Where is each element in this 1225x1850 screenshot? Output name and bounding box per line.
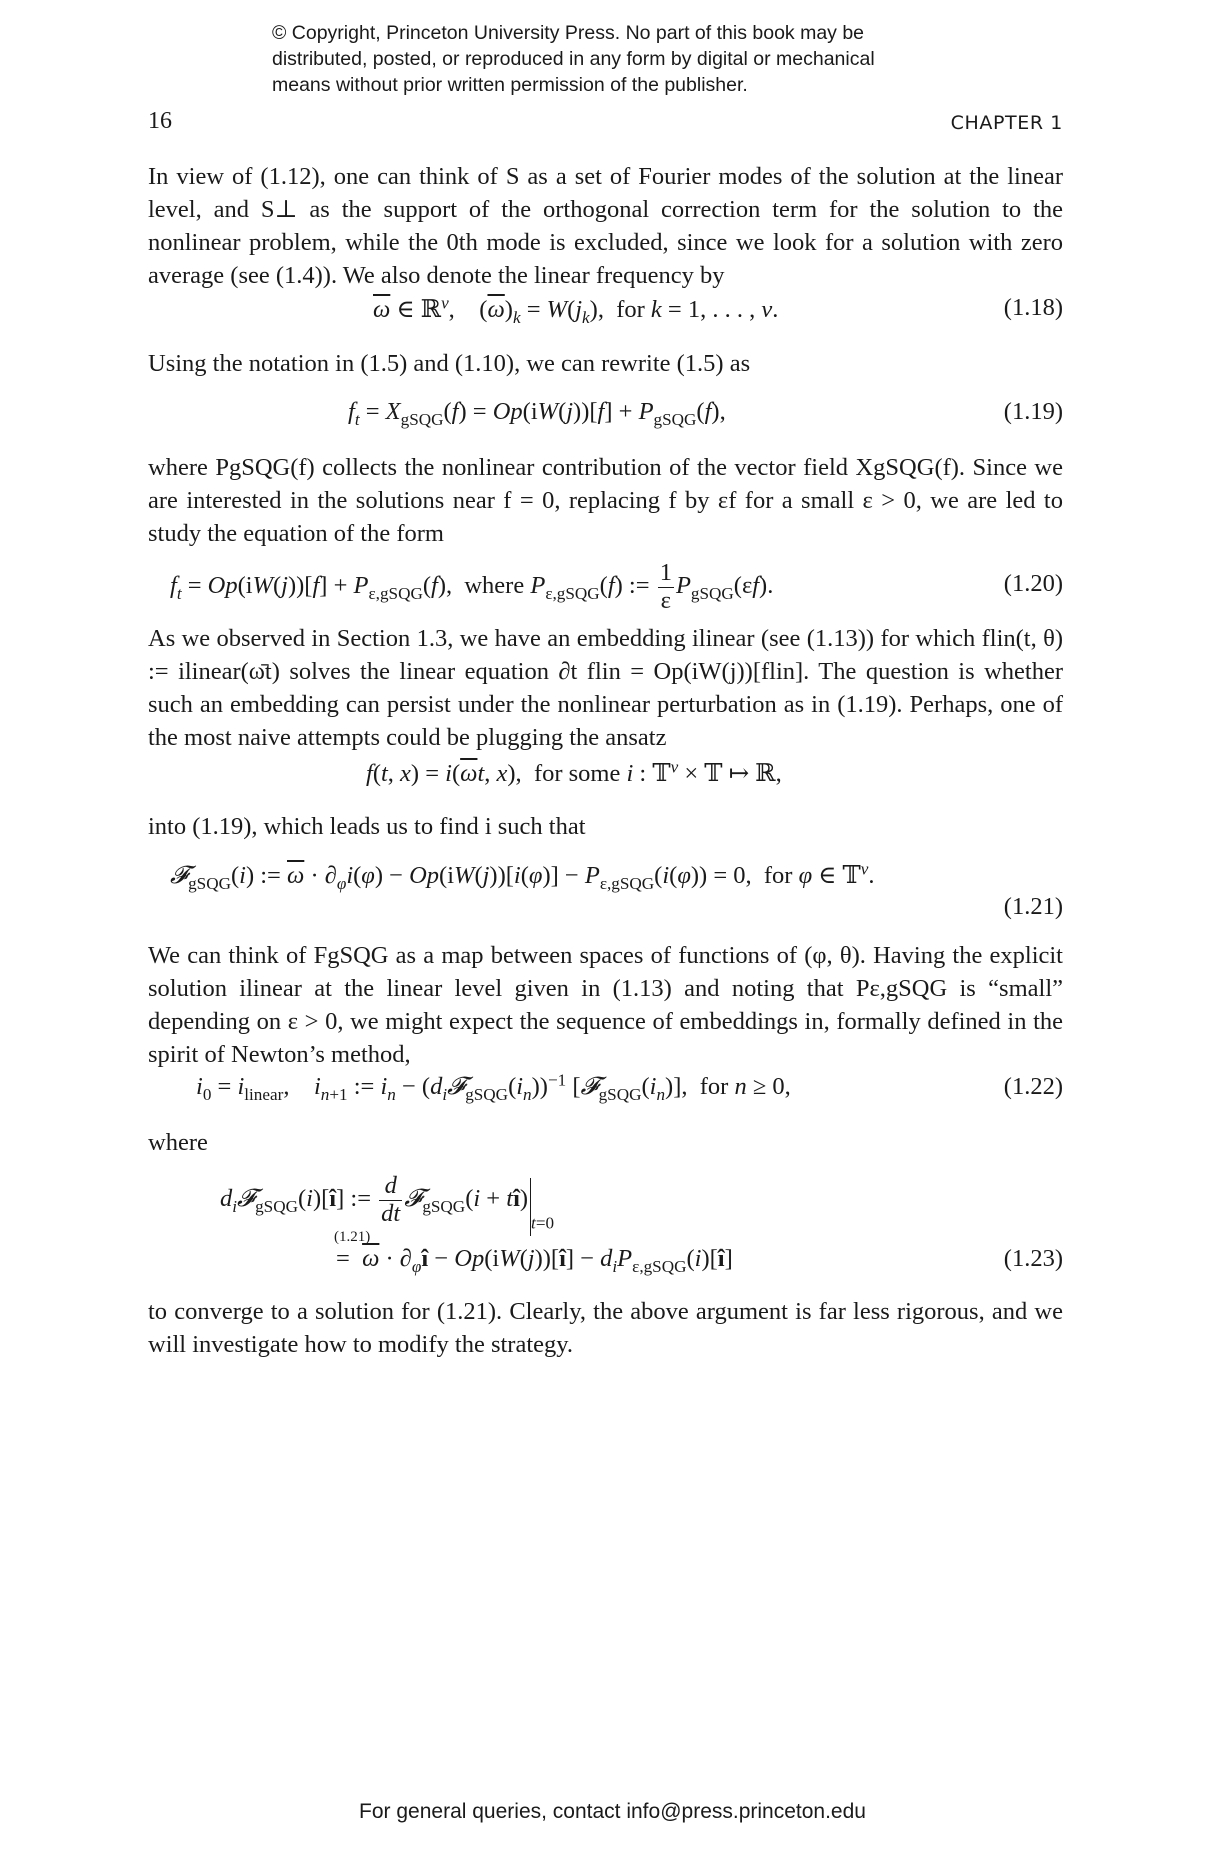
equation-1-22: $i_0 = i_{linear}$, $i_{n+1}$ := $i_n$ − $(d_i𝓕_{gSQG}(i_n))^{-1}$ $[𝓕_{gSQG}(i_n)]$, for n ≥ 0, (1.22) [196,1070,1063,1104]
equation-1-18: $\overline{\omega}$ ∈ ℝ$^\nu$, $(\overline{\omega})_k = W(j_k)$, for k = 1, . . . , ν. (1.18) [373,293,1063,327]
chapter-header: CHAPTER 1 [950,112,1063,134]
equation-1-19: $f_t = X_{gSQG}(f) = Op(iW(j))[f] + P_{gSQG}(f)$, (1.19) [348,398,1063,429]
paragraph-1: In view of (1.12), one can think of S as a set of Fourier modes of the solution at the linear level, and S⊥ as the support of the orthogonal correction term for the solution to the nonlinear problem, while the 0th mode is excluded, since we look for a solution with zero average (see (1.4)). We also denote the linear frequency by [148,163,1063,289]
paragraph-6: We can think of FgSQG as a map between spaces of functions of (φ, θ). Having the explicit solution ilinear at the linear level given in (1.13) and noting that Pε,gSQG is “small” depending on ε > 0, we might expect the sequence of embeddings in, formally defined in the spirit of Newton’s method, [148,942,1063,1068]
copyright-line: © Copyright, Princeton University Press. No part of this book may be [272,22,865,44]
copyright-line: means without prior written permission of the publisher. [272,74,748,96]
paragraph-8: to converge to a solution for (1.21). Clearly, the above argument is far less rigorous, and we will investigate how to modify the strategy. [148,1298,1063,1358]
page-number: 16 [148,108,172,134]
paragraph-4: As we observed in Section 1.3, we have an embedding ilinear (see (1.13)) for which flin(t, θ) := ilinear(ω̄t) solves the linear equation ∂t flin = Op(iW(j))[flin]. The question is whether such an embedding can persist under the nonlinear perturbation as in (1.19). Perhaps, one of the most naive attempts could be plugging the ansatz [148,625,1063,751]
equation-number: (1.21) [1003,893,1063,920]
copyright-notice [272,20,972,98]
equation-number: (1.19) [1003,398,1063,425]
copyright-line: distributed, posted, or reproduced in any form by digital or mechanical [272,48,875,70]
equation-1-20: $f_t = Op(iW(j))[f] + P_{\varepsilon,gSQG}(f)$, where $P_{\varepsilon,gSQG}(f)$ := $\frac{1}{\varepsilon}$ $P_{gSQG}(\varepsilon f)$. (1.20) [170,559,1063,614]
paragraph-3: where PgSQG(f) collects the nonlinear contribution of the vector field XgSQG(f). Since we are interested in the solutions near f = 0, replacing f by εf for a small ε > 0, we are led to study the equation of the form [148,454,1063,547]
equation-number: (1.18) [1003,294,1063,321]
equation-1-23: $d_i𝓕_{gSQG}(i)[î]$ := $\frac{d}{dt}$ 𝓕$_{gSQG}$(i + $tî)_{t=0}$ (1.21) = $\overline{\omega}$ · $\partial_\varphi î$ − Op(iW(j))[î] − $d_iP_{\varepsilon,gSQG}(i)[î]$ (1.23) [220,1172,1063,1276]
equation-number: (1.23) [1003,1245,1063,1272]
equation-number: (1.20) [1003,570,1063,597]
equation-number: (1.22) [1003,1073,1063,1100]
paragraph-5: into (1.19), which leads us to find i such that [148,813,586,840]
paragraph-2: Using the notation in (1.5) and (1.10), we can rewrite (1.5) as [148,350,751,377]
equation-ansatz: f(t, $x) = i(\overline{\omega}t$, x), for some i : 𝕋$^\nu$ × 𝕋 ↦ ℝ, [366,757,782,787]
paragraph-7: where [148,1129,208,1156]
equation-1-21: 𝓕$_{gSQG}$(i) := $\overline{\omega} \cdot \partial_\varphi i(\varphi) - Op(iW(j))[i(\varphi)] - P_{\varepsilon,gSQG}(i(\varphi)) = 0$, for φ ∈ 𝕋$^\nu$. (1.21) [170,859,1063,920]
footer-contact: For general queries, contact info@press.princeton.edu [359,1800,866,1823]
